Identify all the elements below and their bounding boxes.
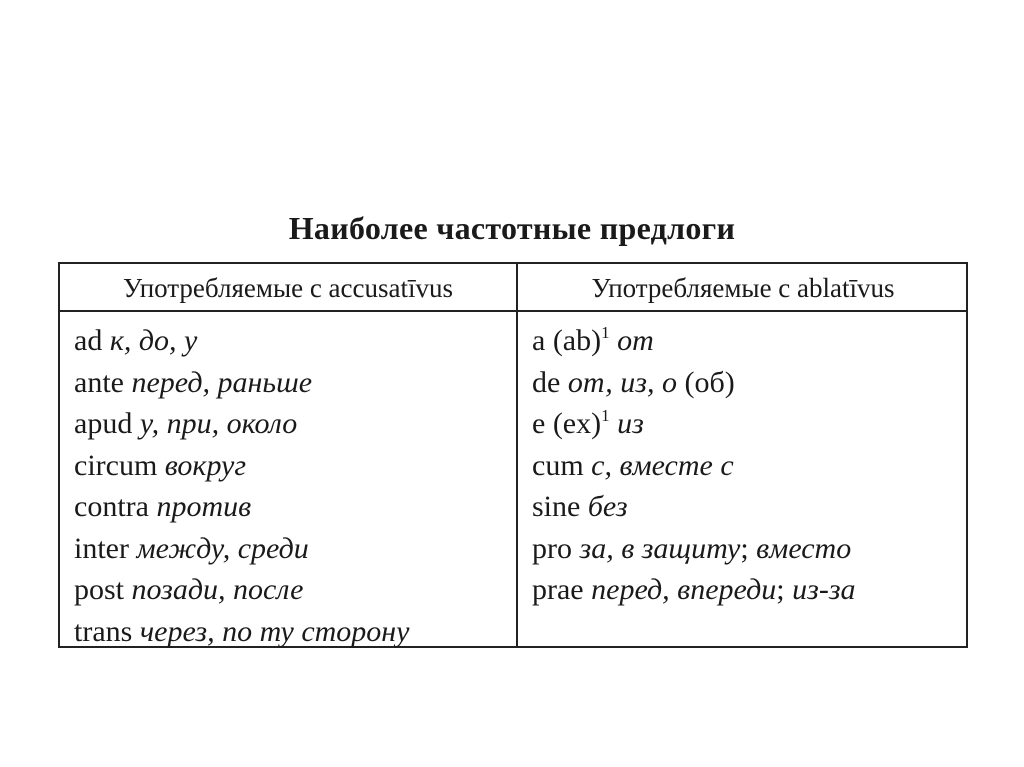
table-row xyxy=(532,320,962,362)
header-ablative: Употребляемые с ablatīvus xyxy=(591,273,895,303)
translation: между, среди xyxy=(136,531,309,565)
latin-word: prae xyxy=(532,573,584,606)
translation: из xyxy=(617,407,644,440)
page-title: Наиболее частотные предлоги xyxy=(288,210,736,246)
table-row xyxy=(74,611,510,653)
column-divider xyxy=(516,264,518,646)
latin-word: circum xyxy=(74,448,158,482)
latin-word: de xyxy=(532,365,561,399)
table-row xyxy=(74,528,510,570)
latin-word: contra xyxy=(74,490,149,523)
translation-alt: из-за xyxy=(792,573,856,606)
translation: за, в защиту xyxy=(579,531,741,565)
header-accusative: Употребляемые с accusatīvus xyxy=(122,273,454,303)
separator: ; xyxy=(740,531,749,565)
table-row xyxy=(532,445,962,487)
translation: перед, раньше xyxy=(131,365,313,399)
translation: через, по ту сторону xyxy=(139,614,410,648)
table-row xyxy=(532,403,962,445)
translation: у, при, около xyxy=(139,407,298,440)
latin-word: post xyxy=(74,573,125,606)
translation: от xyxy=(617,324,654,357)
translation: перед, впереди xyxy=(591,573,777,606)
table-row xyxy=(74,445,510,487)
table-row xyxy=(532,569,962,611)
translation: против xyxy=(156,490,252,523)
latin-word: inter xyxy=(74,531,129,565)
separator: ; xyxy=(776,573,785,606)
translation: без xyxy=(587,490,628,523)
table-row xyxy=(74,569,510,611)
latin-word: trans xyxy=(74,614,133,648)
footnote-mark: 1 xyxy=(601,406,610,425)
translation: от, из, о xyxy=(567,365,677,399)
translation: вокруг xyxy=(164,448,247,482)
translation: к, до, у xyxy=(109,324,198,357)
footnote-mark: 1 xyxy=(601,323,610,342)
latin-word: cum xyxy=(532,448,584,482)
table-header-row xyxy=(60,264,966,312)
latin-word: ante xyxy=(74,365,124,399)
table-row xyxy=(74,362,510,404)
translation: позади, после xyxy=(131,573,304,606)
latin-word: apud xyxy=(74,407,133,440)
table-row xyxy=(532,528,962,570)
latin-word: pro xyxy=(532,531,572,565)
translation-alt: вместо xyxy=(756,531,852,565)
latin-word: e (ex) xyxy=(532,407,602,440)
table-row xyxy=(74,320,510,362)
table-row xyxy=(532,486,962,528)
translation-note: (об) xyxy=(684,365,735,399)
ablative-column xyxy=(532,320,962,611)
latin-word: ad xyxy=(74,324,103,357)
latin-word: sine xyxy=(532,490,581,523)
table-row xyxy=(532,362,962,404)
translation: с, вместе с xyxy=(591,448,734,482)
table-row xyxy=(74,486,510,528)
latin-word: a (ab) xyxy=(532,324,602,357)
prepositions-table xyxy=(58,262,968,648)
accusative-column xyxy=(74,320,510,652)
table-row xyxy=(74,403,510,445)
